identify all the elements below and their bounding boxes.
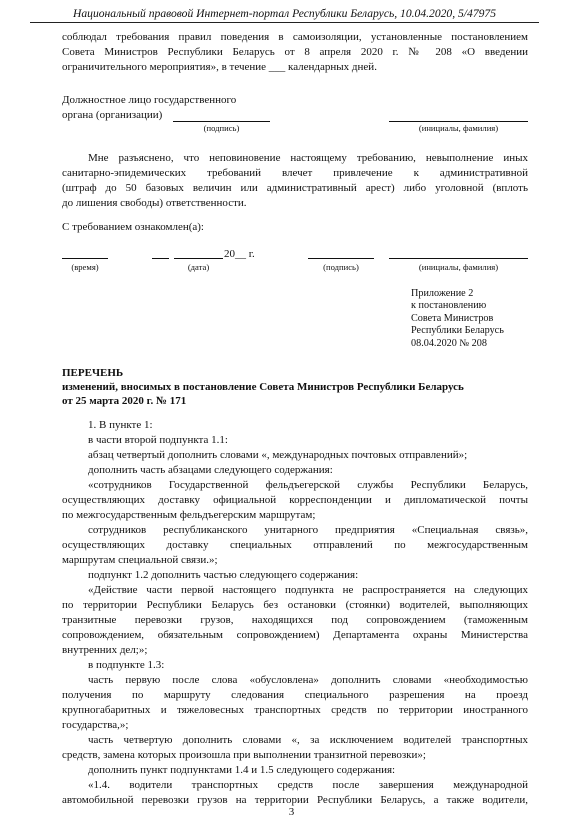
body-line-8: сотрудников республиканского унитарного предприятия «Специальная связь», xyxy=(88,524,528,536)
body-line-14: транзитные перевозки грузов, находящихся под сопровождением (таможенным xyxy=(62,614,528,626)
portal-header: Национальный правовой Интернет-портал Республики Беларусь, 10.04.2020, 5/47975 xyxy=(30,7,539,23)
appendix-line-5: 08.04.2020 № 208 xyxy=(411,337,487,349)
body-line-21: государства,»; xyxy=(62,719,129,731)
official-name-line xyxy=(389,121,528,122)
body-line-3: абзац четвертый дополнить словами «, международных почтовых отправлений»; xyxy=(88,449,468,461)
intro-line-3: ограничительного мероприятия», в течение ___ календарных дней. xyxy=(62,61,377,73)
acq-name-line xyxy=(389,258,528,259)
body-line-6: осуществляющих доставку официальной корреспонденции и дипломатической почты xyxy=(62,494,528,506)
time-caption: (время) xyxy=(71,262,99,272)
body-line-26: автомобильной перевозки грузов на территории Республики Беларусь, а также водители, xyxy=(62,794,528,806)
time-line xyxy=(62,258,108,259)
appendix-line-2: к постановлению xyxy=(411,300,487,312)
title-line-3: от 25 марта 2020 г. № 171 xyxy=(62,395,187,407)
body-line-7: по межгосударственным фельдъегерским маршрутам; xyxy=(62,509,316,521)
official-sign-caption: (подпись) xyxy=(203,123,240,133)
body-line-20: крупногабаритных и тяжеловесных транспортных средств по территории иностранного xyxy=(62,704,528,716)
body-line-15: сопровождением, обязательным сопровождением) Департамента охраны Министерства xyxy=(62,629,528,641)
page-number: 3 xyxy=(288,806,295,818)
title-line-1: ПЕРЕЧЕНЬ xyxy=(62,367,124,379)
appendix-line-1: Приложение 2 xyxy=(411,288,474,299)
acquainted-label: С требованием ознакомлен(а): xyxy=(62,221,204,233)
explained-line-3: (штраф до 50 базовых величин или административный арест) либо уголовной (вплоть xyxy=(62,182,528,194)
body-line-25: «1.4. водители транспортных средств после завершения международной xyxy=(88,779,528,791)
body-line-9: осуществляющих доставку специальных отправлений по межгосударственным xyxy=(62,539,528,551)
appendix-line-4: Республики Беларусь xyxy=(411,325,504,337)
acq-sign-caption: (подпись) xyxy=(323,262,359,272)
acq-sign-line xyxy=(308,258,374,259)
body-line-24: дополнить пункт подпунктами 1.4 и 1.5 следующего содержания: xyxy=(88,764,396,776)
appendix-line-3: Совета Министров xyxy=(411,312,494,324)
official-line-1: Должностное лицо государственного xyxy=(62,94,237,106)
acq-name-caption: (инициалы, фамилия) xyxy=(418,262,499,272)
body-line-1: 1. В пункте 1: xyxy=(88,419,153,431)
explained-line-1: Мне разъяснено, что неповиновение настоящему требованию, невыполнение иных xyxy=(88,152,528,164)
intro-line-1: соблюдал требования правил поведения в самоизоляции, установленные постановлением xyxy=(62,31,528,43)
title-line-2: изменений, вносимых в постановление Совета Министров Республики Беларусь xyxy=(62,381,464,393)
body-line-4: дополнить часть абзацами следующего содержания: xyxy=(88,464,333,476)
official-line-2: органа (организации) xyxy=(62,109,163,121)
body-line-18: часть первую после слова «обусловлена» дополнить словами «необходимостью xyxy=(88,674,528,686)
appendix-note xyxy=(411,288,504,350)
body-line-23: средств, замена которых произошла при выполнении транзитной перевозки»; xyxy=(62,749,426,761)
body-line-11: подпункт 1.2 дополнить частью следующего содержания: xyxy=(88,569,359,581)
body-line-13: по территории Республики Беларусь без остановки (стоянки) водителей, выполняющих xyxy=(62,599,528,611)
body-line-2: в части второй подпункта 1.1: xyxy=(88,434,228,446)
official-name-caption: (инициалы, фамилия) xyxy=(418,123,499,133)
body-line-12: «Действие части первой настоящего подпункта не распространяется на следующих xyxy=(88,584,528,596)
explained-line-2: санитарно-эпидемических требований влечет привлечение к административной xyxy=(62,167,528,179)
body-line-5: «сотрудников Государственной фельдъегерской службы Республики Беларусь, xyxy=(88,479,528,491)
body-line-22: часть четвертую дополнить словами «, за исключением водителей транспортных xyxy=(88,734,528,746)
body-line-10: маршрутам специальной связи.»; xyxy=(62,554,218,566)
month-line xyxy=(174,258,223,259)
date-caption: (дата) xyxy=(187,262,210,272)
body-line-17: в подпункте 1.3: xyxy=(88,659,165,671)
day-line xyxy=(152,258,169,259)
year-label: 20__ г. xyxy=(224,248,255,260)
official-sign-line xyxy=(173,121,270,122)
intro-line-2: Совета Министров Республики Беларусь от 8 апреля 2020 г. № 208 «О введении xyxy=(62,46,528,58)
body-line-19: получения по маршруту следования специального разрешения на проезд xyxy=(62,689,528,701)
body-line-16: внутренних дел;»; xyxy=(62,644,148,656)
explained-line-4: до лишения свободы) ответственности. xyxy=(62,197,247,209)
